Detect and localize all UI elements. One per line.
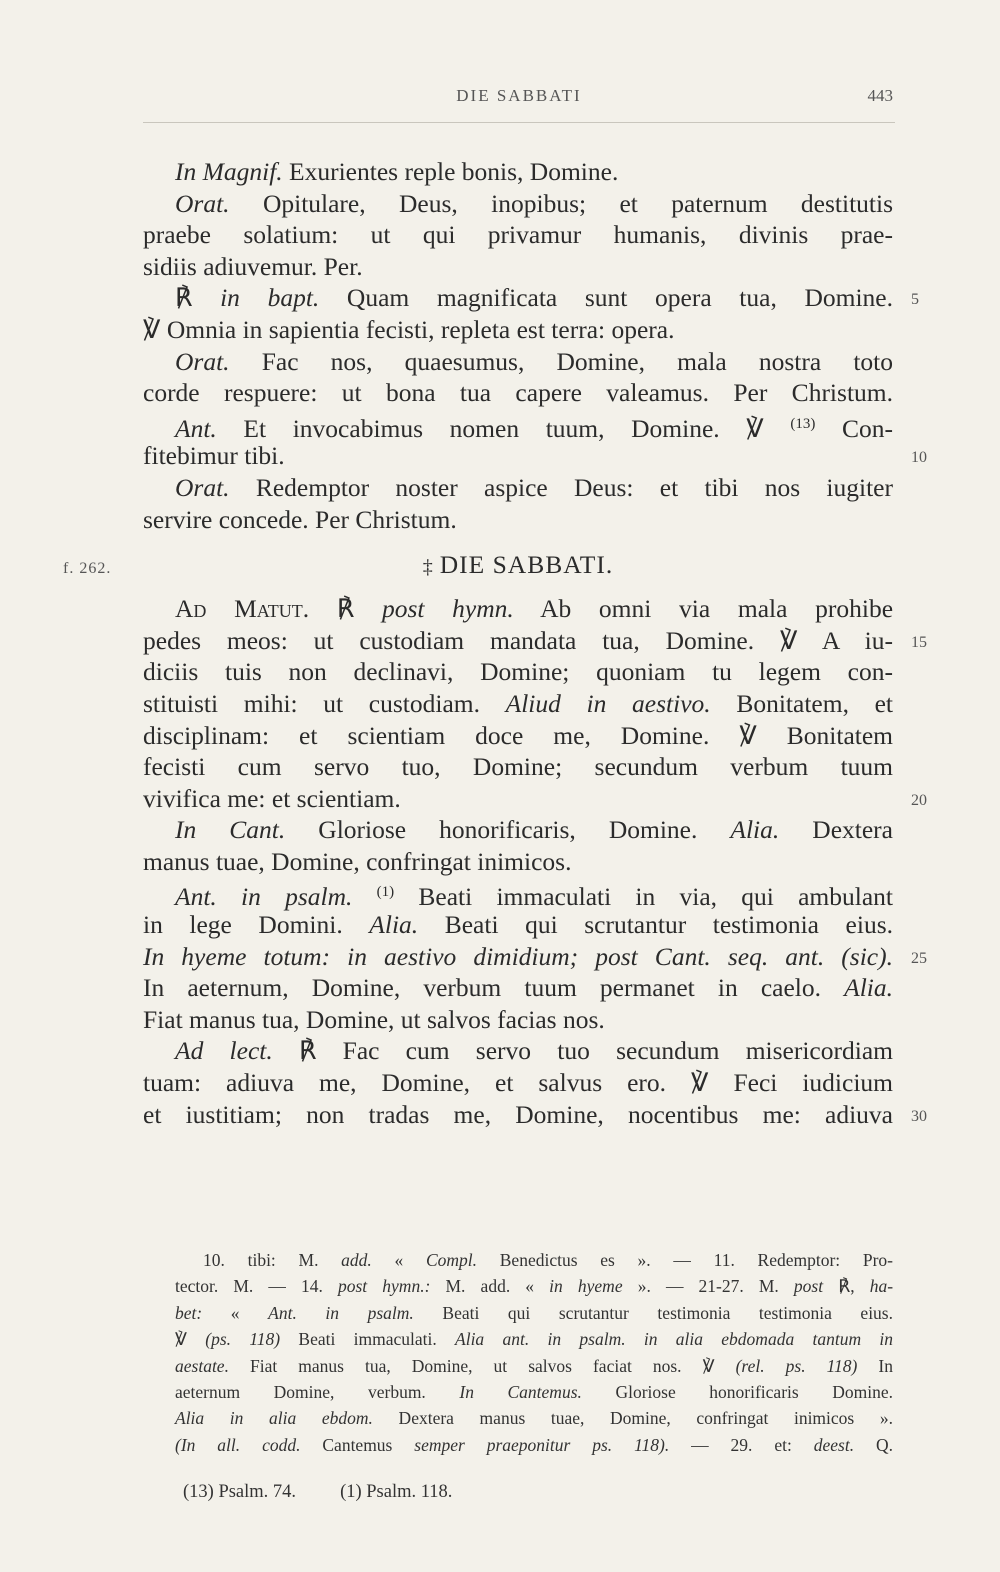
text-span: Benedictus es ». — 11. Redemptor: Pro- bbox=[477, 1250, 894, 1270]
text-line bbox=[143, 656, 893, 688]
text-line bbox=[143, 1004, 893, 1036]
line-text bbox=[175, 882, 893, 911]
text-line bbox=[143, 156, 893, 188]
text-span: in lege Domini. bbox=[143, 910, 370, 940]
text-line bbox=[143, 346, 893, 378]
text-span: ℣ Omnia in sapientia fecisti, repleta est terra: opera. bbox=[143, 314, 675, 344]
text-span: Ad lect. bbox=[175, 1036, 273, 1066]
text-line bbox=[143, 846, 893, 878]
line-number: 20 bbox=[911, 791, 927, 809]
text-line bbox=[143, 409, 893, 441]
text-span: post hymn.: bbox=[338, 1276, 431, 1297]
text-span: Ab omni via mala prohibe bbox=[513, 594, 894, 624]
text-span: vivifica me: et scientiam. bbox=[143, 783, 401, 813]
text-span: In bbox=[857, 1355, 894, 1376]
text-span: ℟ bbox=[175, 283, 221, 313]
note-line bbox=[175, 1379, 893, 1405]
note-text bbox=[175, 1408, 893, 1428]
text-span: In Cantemus. bbox=[459, 1381, 582, 1402]
text-line bbox=[143, 440, 927, 472]
text-span: (ps. 118) bbox=[205, 1329, 281, 1350]
text-span: ℣ bbox=[175, 1329, 206, 1350]
text-span: Orat. bbox=[175, 346, 230, 376]
text-span: (13) bbox=[790, 415, 816, 432]
text-span: In hyeme totum: in aestivo dimidium; post Cant. seq. ant. (sic). bbox=[143, 941, 893, 971]
text-span: Beati qui scrutantur testimonia eius. bbox=[418, 910, 893, 940]
text-span: Dextera manus tuae, Domine, confringat inimicos ». bbox=[372, 1408, 893, 1429]
line-text bbox=[143, 252, 363, 281]
text-span: diciis tuis non declinavi, Domine; quoniam tu legem con- bbox=[143, 657, 893, 687]
text-span: 10. tibi: M. bbox=[203, 1250, 342, 1270]
text-span: stituisti mihi: ut custodiam. bbox=[143, 688, 506, 718]
line-text bbox=[143, 784, 401, 813]
critical-apparatus bbox=[175, 1247, 893, 1458]
text-span: — 29. et: bbox=[669, 1434, 814, 1455]
text-span: Gloriose honorificaris, Domine. bbox=[285, 815, 731, 845]
text-line bbox=[143, 377, 893, 409]
text-span: aeternum Domine, verbum. bbox=[175, 1381, 460, 1402]
section-heading bbox=[63, 535, 893, 593]
dagger-mark: ‡ bbox=[422, 556, 434, 579]
text-span: Beati immaculati in via, qui ambulant bbox=[394, 882, 894, 912]
text-span: DIE SABBATI. bbox=[439, 550, 614, 580]
text-span: ℟, bbox=[823, 1276, 870, 1297]
text-span: (rel. ps. 118) bbox=[735, 1355, 858, 1376]
line-text bbox=[143, 910, 893, 939]
line-number: 25 bbox=[911, 949, 927, 967]
line-text bbox=[143, 378, 893, 407]
text-span: In Cant. bbox=[175, 815, 286, 845]
note-line bbox=[175, 1405, 893, 1431]
text-line bbox=[143, 783, 927, 815]
text-span: fitebimur tibi. bbox=[143, 441, 285, 471]
text-line bbox=[143, 219, 893, 251]
running-title: DIE SABBATI bbox=[456, 86, 582, 105]
text-span: ℟ bbox=[309, 594, 382, 624]
text-span: M. add. « bbox=[430, 1276, 550, 1297]
line-number: 30 bbox=[911, 1107, 927, 1125]
line-number: 10 bbox=[911, 449, 927, 467]
note-text bbox=[175, 1435, 893, 1455]
text-line bbox=[143, 972, 893, 1004]
text-span: Beati qui scrutantur testimonia testimonia eius. bbox=[413, 1302, 893, 1323]
footnote-references bbox=[183, 1482, 496, 1503]
line-text bbox=[143, 657, 893, 686]
text-line bbox=[143, 1035, 893, 1067]
text-span: post hymn. bbox=[381, 594, 514, 624]
text-span: Fiat manus tua, Domine, ut salvos faciat nos. ℣ bbox=[228, 1355, 736, 1376]
line-text bbox=[143, 721, 893, 750]
text-span: Alia in alia ebdom. bbox=[175, 1408, 373, 1429]
line-text bbox=[175, 1036, 893, 1065]
text-line bbox=[143, 909, 893, 941]
text-span: ». — 21-27. M. bbox=[622, 1276, 794, 1297]
text-span: Cantemus bbox=[300, 1434, 415, 1455]
note-text bbox=[175, 1303, 893, 1323]
text-span: deest. bbox=[813, 1434, 855, 1455]
line-text bbox=[175, 414, 893, 443]
text-span bbox=[352, 882, 376, 911]
text-line bbox=[143, 751, 893, 783]
text-span: Alia ant. in psalm. in alia ebdomada tantum in bbox=[455, 1329, 893, 1350]
text-span: Quam magnificata sunt opera tua, Domine. bbox=[319, 283, 893, 313]
text-span: Aliud in aestivo. bbox=[505, 688, 711, 718]
text-span: post bbox=[793, 1276, 824, 1297]
note-line bbox=[175, 1273, 893, 1299]
main-text bbox=[63, 156, 927, 1130]
text-line bbox=[143, 188, 893, 220]
text-line bbox=[143, 1067, 893, 1099]
line-text bbox=[143, 441, 285, 470]
line-text bbox=[143, 1005, 605, 1034]
line-text bbox=[175, 473, 893, 502]
text-span: Dextera bbox=[779, 815, 893, 845]
line-text bbox=[143, 220, 893, 249]
line-text bbox=[143, 942, 893, 971]
text-span: Fiat manus tua, Domine, ut salvos facias nos. bbox=[143, 1004, 605, 1034]
note-text bbox=[175, 1382, 893, 1402]
line-number: 15 bbox=[911, 633, 927, 651]
text-span: praebe solatium: ut qui privamur humanis, divinis prae- bbox=[143, 220, 893, 250]
line-text bbox=[143, 315, 674, 344]
text-span: Alia. bbox=[369, 910, 419, 940]
text-span: in hyeme bbox=[549, 1276, 623, 1297]
text-span: Orat. bbox=[175, 472, 230, 502]
text-line bbox=[143, 282, 919, 314]
line-text bbox=[175, 594, 893, 623]
text-span: Exurientes reple bonis, Domine. bbox=[282, 157, 619, 186]
footnote-ref: (1) Psalm. 118. bbox=[340, 1482, 453, 1502]
text-line bbox=[143, 504, 893, 536]
text-span: Ant. in psalm. bbox=[268, 1302, 414, 1323]
text-line bbox=[143, 814, 893, 846]
note-line bbox=[175, 1300, 893, 1326]
note-text bbox=[175, 1356, 893, 1376]
footnote-ref: (13) Psalm. 74. bbox=[183, 1482, 297, 1502]
text-span: Alia. bbox=[844, 973, 893, 1003]
line-text bbox=[175, 157, 618, 186]
note-text bbox=[175, 1276, 893, 1296]
text-span: (In all. codd. bbox=[175, 1434, 301, 1455]
text-span: Beati immaculati. bbox=[280, 1329, 456, 1350]
line-text bbox=[175, 347, 893, 376]
line-number: 5 bbox=[911, 291, 919, 309]
line-text bbox=[143, 973, 893, 1002]
text-span: add. bbox=[341, 1250, 372, 1270]
line-text bbox=[143, 689, 893, 718]
text-line bbox=[143, 1099, 927, 1131]
text-span: In aeternum, Domine, verbum tuum permanet in caelo. bbox=[143, 973, 845, 1003]
text-span: tector. M. — 14. bbox=[175, 1276, 338, 1297]
text-span: semper praeponitur ps. 118). bbox=[414, 1434, 670, 1455]
text-span: Con- bbox=[815, 413, 893, 443]
line-text bbox=[143, 1100, 893, 1129]
note-line bbox=[175, 1353, 893, 1379]
text-span: in bapt. bbox=[220, 283, 320, 313]
note-line bbox=[175, 1432, 893, 1458]
text-span: Ant. in psalm. bbox=[175, 882, 353, 912]
text-span: Ad Matut. bbox=[175, 594, 310, 624]
note-text bbox=[203, 1250, 893, 1270]
text-span: ha- bbox=[869, 1276, 894, 1297]
text-line bbox=[143, 472, 893, 504]
text-span: manus tuae, Domine, confringat inimicos. bbox=[143, 846, 572, 876]
text-span: Et invocabimus nomen tuum, Domine. ℣ bbox=[216, 413, 791, 443]
text-span: Bonitatem, et bbox=[710, 688, 894, 718]
line-text bbox=[143, 1068, 893, 1097]
text-span: fecisti cum servo tuo, Domine; secundum verbum tuum bbox=[143, 752, 893, 782]
text-line bbox=[143, 314, 893, 346]
line-text bbox=[143, 505, 457, 534]
text-span: tuam: adiuva me, Domine, et salvus ero. ℣ Feci iudicium bbox=[143, 1068, 893, 1098]
text-span: Ant. bbox=[175, 413, 217, 443]
line-text bbox=[175, 189, 893, 218]
text-line bbox=[143, 625, 927, 657]
text-span: (1) bbox=[376, 884, 395, 901]
line-text bbox=[175, 815, 893, 844]
text-span: servire concede. Per Christum. bbox=[143, 504, 457, 534]
text-span: « bbox=[371, 1250, 426, 1270]
text-span: Fac nos, quaesumus, Domine, mala nostra toto bbox=[229, 346, 893, 376]
text-span: Alia. bbox=[730, 815, 780, 845]
text-span: Q. bbox=[854, 1434, 894, 1455]
text-line bbox=[143, 877, 894, 912]
text-span: corde respuere: ut bona tua capere valeamus. Per Christum. bbox=[143, 378, 893, 408]
text-line bbox=[143, 251, 893, 283]
text-line bbox=[143, 688, 893, 720]
line-text bbox=[175, 283, 893, 312]
text-span: ℟ Fac cum servo tuo secundum misericordiam bbox=[272, 1036, 893, 1066]
text-span: sidiis adiuvemur. Per. bbox=[143, 251, 363, 281]
note-text bbox=[175, 1329, 893, 1349]
folio-marker: f. 262. bbox=[63, 560, 112, 578]
text-span: Gloriose honorificaris Domine. bbox=[581, 1381, 894, 1402]
text-span: Compl. bbox=[425, 1250, 478, 1270]
note-line bbox=[175, 1247, 893, 1273]
line-text bbox=[143, 752, 893, 781]
text-span: Orat. bbox=[175, 188, 230, 218]
text-span: disciplinam: et scientiam doce me, Domine. ℣ Bonitatem bbox=[143, 720, 893, 750]
text-span: bet: bbox=[175, 1302, 203, 1323]
text-line bbox=[143, 941, 927, 973]
line-text bbox=[143, 847, 571, 876]
text-span: et iustitiam; non tradas me, Domine, nocentibus me: adiuva bbox=[143, 1099, 893, 1129]
text-span: Redemptor noster aspice Deus: et tibi nos iugiter bbox=[229, 472, 893, 502]
text-span: « bbox=[202, 1302, 269, 1323]
text-line bbox=[143, 593, 893, 625]
text-span: In Magnif. bbox=[175, 157, 283, 186]
note-line bbox=[175, 1326, 893, 1352]
text-line bbox=[143, 720, 893, 752]
page-number: 443 bbox=[867, 86, 893, 105]
line-text bbox=[143, 626, 893, 655]
text-span: aestate. bbox=[175, 1355, 229, 1376]
text-span: pedes meos: ut custodiam mandata tua, Domine. ℣ A iu- bbox=[143, 625, 893, 655]
running-header bbox=[143, 86, 895, 123]
text-span: Opitulare, Deus, inopibus; et paternum destitutis bbox=[229, 188, 893, 218]
